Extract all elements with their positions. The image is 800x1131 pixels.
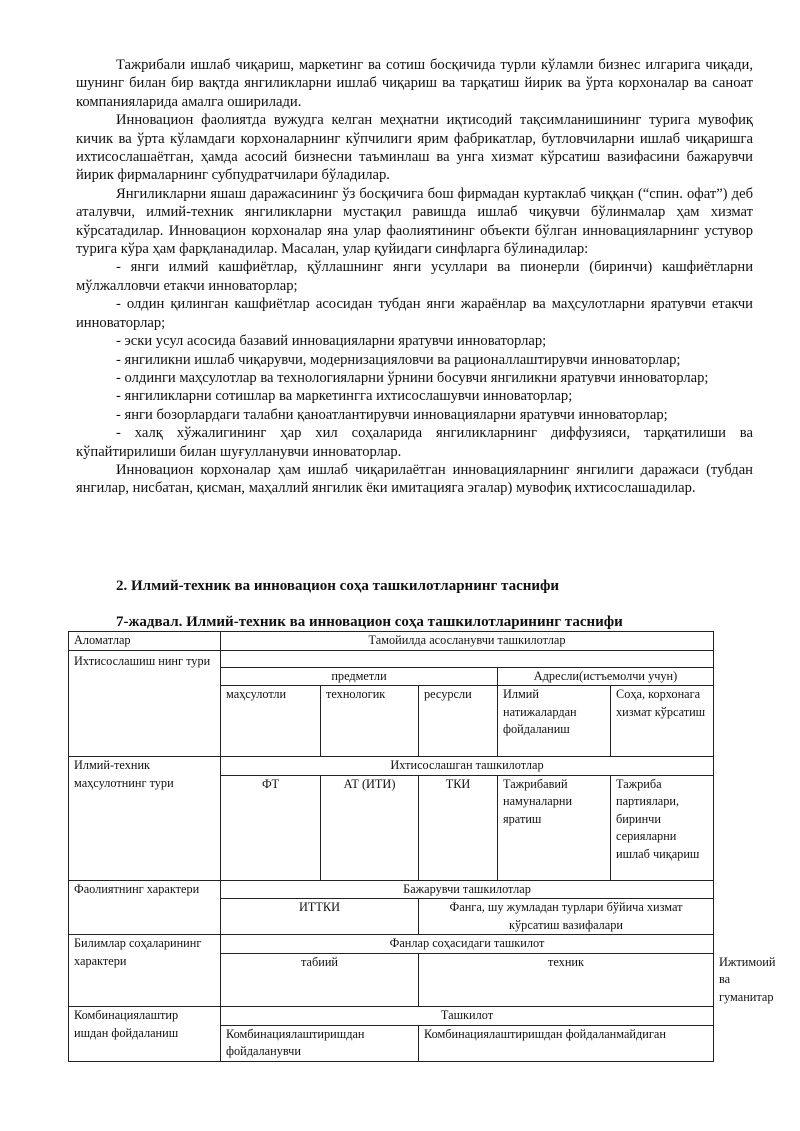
list-item: - янгиликни ишлаб чиқарувчи, модернизацияловчи ва рационаллаштирувчи инноваторлар; <box>116 351 681 368</box>
table-cell: предметли <box>221 667 498 686</box>
table-cell: Ташкилот <box>221 1007 714 1026</box>
body-text <box>76 56 753 498</box>
list-item: - олдинги маҳсулотлар ва технологияларни ўрнини босувчи янгиликни яратувчи инноваторлар; <box>116 369 709 386</box>
table-caption: 7-жадвал. Илмий-техник ва инновацион соҳа ташкилотларининг таснифи <box>116 614 623 630</box>
table-cell: Тажриба партиялари, биринчи серияларни ишлаб чиқариш <box>611 775 714 880</box>
list-item: - янги илмий кашфиётлар, қўллашнинг янги усуллари ва пионерли (биринчи) кашфиётларни мўлжалловчи етакчи инноваторлар; <box>76 259 753 294</box>
table-cell: АТ (ИТИ) <box>321 775 419 880</box>
table-cell: технологик <box>321 686 419 757</box>
header-cell: Аломатлар <box>69 632 221 651</box>
section-heading: 2. Илмий-техник ва инновацион соҳа ташкилотларнинг таснифи <box>116 578 560 594</box>
table-cell: Бажарувчи ташкилотлар <box>221 880 714 899</box>
table-cell: Илмий натижалардан фойдаланиш <box>498 686 611 757</box>
table-row <box>69 880 714 899</box>
table-cell: Ихтисослашган ташкилотлар <box>221 757 714 776</box>
table-row <box>69 935 714 954</box>
table-cell: ресурсли <box>419 686 498 757</box>
table-row <box>69 650 714 667</box>
table-cell: Тажрибавий намуналарни яратиш <box>498 775 611 880</box>
table-row: табиий техник Ижтимоий ва гуманитар <box>69 953 714 1007</box>
row-label: Комбинациялаштир ишдан фойдаланиш <box>69 1007 221 1062</box>
list-item: - халқ хўжалигининг ҳар хил соҳаларида янгиликларнинг диффузияси, тарқатилиши ва кўпайтирилиши билан шуғулланувчи инноваторлар. <box>76 425 753 460</box>
list-item: - эски усул асосида базавий инновацияларни яратувчи инноваторлар; <box>116 333 547 350</box>
classification-table <box>68 631 776 1062</box>
table-cell: Комбинациялаштиришдан фойдаланмайдиган <box>419 1025 714 1061</box>
table-cell: Адресли(истъемолчи учун) <box>498 667 714 686</box>
table-cell: ФТ <box>221 775 321 880</box>
table-cell: Фанлар соҳасидаги ташкилот <box>221 935 714 954</box>
paragraph: Янгиликларни яшаш даражасининг ўз босқичига бош фирмадан куртаклаб чиққан (“спин. офат”) деб аталувчи, илмий-техник янгиликларни мустақил равишда ишлаб чиқувчи бўлинмалар ҳам хизмат кўрсатадилар. Инновацион корхоналар яна улар фаолиятининг объекти бўлган инновацияларнинг устувор турига кўра ҳам фарқланадилар. Масалан, улар қуйидаги синфларга бўлинадилар: <box>76 185 753 258</box>
header-cell: Тамойилда асосланувчи ташкилотлар <box>221 632 714 651</box>
list-item: - янгиликларни сотишлар ва маркетингга ихтисослашувчи инноваторлар; <box>116 388 573 405</box>
list-item: - янги бозорлардаги талабни қаноатлантирувчи инновацияларни яратувчи инноваторлар; <box>116 406 668 423</box>
table-row <box>69 757 714 776</box>
table-cell: ИТТКИ <box>221 899 419 935</box>
paragraph: Тажрибали ишлаб чиқариш, маркетинг ва сотиш босқичида турли кўламли бизнес илгарига чиқади, шунинг билан бир вақтда янгиликларни ишлаб чиқариш ва тарқатиш йирик ва ўрта корхоналар ва саноат компанияларида амалга оширилади. <box>76 57 753 110</box>
table-cell: техник <box>419 953 714 1007</box>
table-cell: Фанга, шу жумладан турлари бўйича хизмат кўрсатиш вазифалари <box>419 899 714 935</box>
table-row <box>69 1007 714 1026</box>
table-cell: Соҳа, корхонага хизмат кўрсатиш <box>611 686 714 757</box>
table-cell: табиий <box>221 953 419 1007</box>
row-label: Илмий-техник маҳсулотнинг тури <box>69 757 221 881</box>
row-label: Билимлар соҳаларининг характери <box>69 935 221 1007</box>
row-label: Фаолиятнинг характери <box>69 880 221 935</box>
paragraph: Инновацион фаолиятда вужудга келган меҳнатни иқтисодий тақсимланишининг турига мувофиқ кичик ва ўрта кўламдаги корхоналарнинг кўпчилиги ярим фабрикатлар, бутловчиларни ишлаб чиқаришга ихтисослашаётган, ҳамда асосий бизнесни таъминлаш ва унга хизмат кўрсатиш вазифасини бажарувчи йирик фирмаларнинг субпудратчилари бўладилар. <box>76 112 753 184</box>
table-cell: маҳсулотли <box>221 686 321 757</box>
table-cell: ТКИ <box>419 775 498 880</box>
list-item: - олдин қилинган кашфиётлар асосидан тубдан янги жараёнлар ва маҳсулотларни яратувчи етакчи инноваторлар; <box>76 296 753 331</box>
table-header-row <box>69 632 714 651</box>
table-cell: Комбинациялаштиришдан фойдаланувчи <box>221 1025 419 1061</box>
row-label: Ихтисослашиш нинг тури <box>69 650 221 757</box>
paragraph: Инновацион корхоналар ҳам ишлаб чиқарилаётган инновацияларнинг янгилиги даражаси (тубдан янгилар, нисбатан, қисман, маҳаллий янгилик ёки имитацияга эгалар) мувофиқ ихтисослашадилар. <box>76 461 753 497</box>
